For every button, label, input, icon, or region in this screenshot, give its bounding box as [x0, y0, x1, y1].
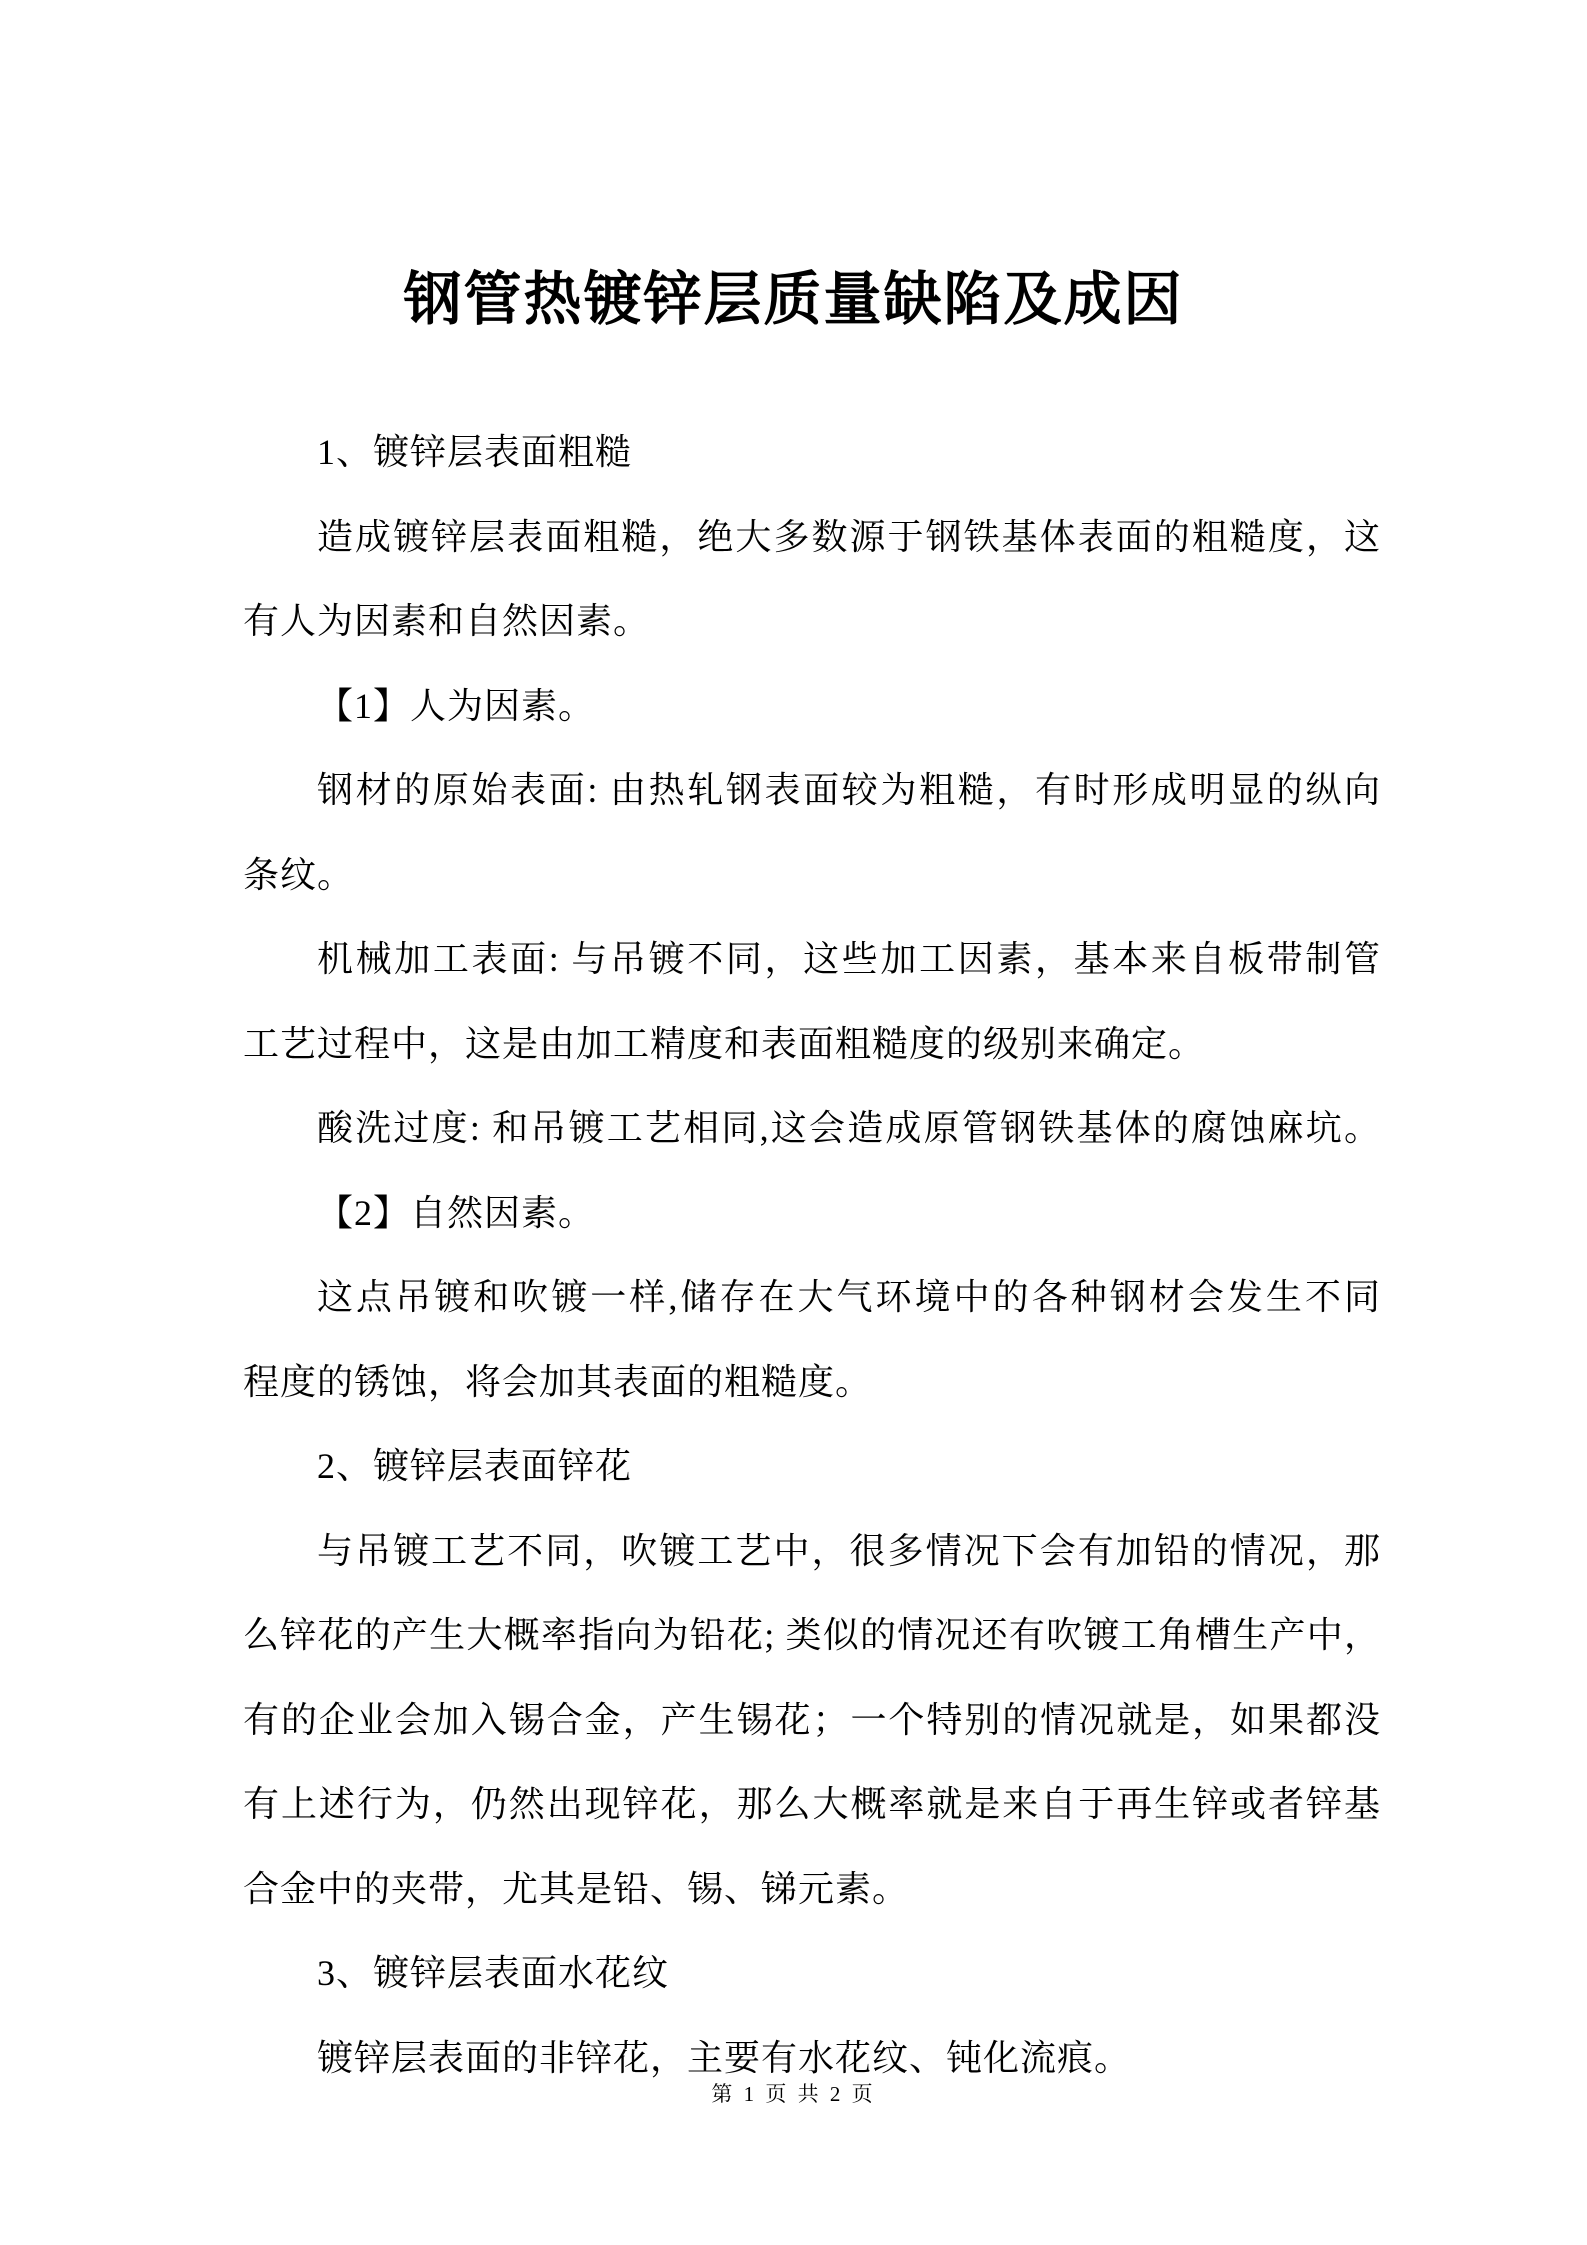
- body-line: 3、镀锌层表面水花纹: [317, 1953, 670, 1993]
- page-footer: 第 1 页 共 2 页: [711, 2082, 876, 2106]
- body-line: 酸洗过度: 和吊镀工艺相同,这会造成原管钢铁基体的腐蚀麻坑。: [317, 1108, 1381, 1148]
- body-line: 机械加工表面: 与吊镀不同，这些加工因素，基本来自板带制管: [317, 939, 1381, 979]
- body-line: 造成镀锌层表面粗糙，绝大多数源于钢铁基体表面的粗糙度，这: [317, 516, 1381, 557]
- body-line: 钢材的原始表面: 由热轧钢表面较为粗糙，有时形成明显的纵向: [317, 770, 1381, 810]
- page-title: 钢管热镀锌层质量缺陷及成因: [403, 267, 1184, 332]
- document-body: [243, 410, 1381, 2100]
- body-line: 【1】人为因素。: [317, 685, 596, 726]
- body-line: 工艺过程中，这是由加工精度和表面粗糙度的级别来确定。: [243, 1023, 1206, 1064]
- body-line: 条纹。: [243, 854, 355, 895]
- body-line: 程度的锈蚀，将会加其表面的粗糙度。: [243, 1361, 873, 1402]
- body-line: 2、镀锌层表面锌花: [317, 1446, 633, 1486]
- body-line: 与吊镀工艺不同，吹镀工艺中，很多情况下会有加铅的情况，那: [317, 1530, 1381, 1571]
- body-line: 有的企业会加入锡合金，产生锡花；一个特别的情况就是，如果都没: [243, 1699, 1381, 1740]
- body-line: 合金中的夹带，尤其是铅、锡、锑元素。: [243, 1868, 910, 1909]
- body-line: 镀锌层表面的非锌花，主要有水花纹、钝化流痕。: [317, 2037, 1132, 2078]
- body-line: 么锌花的产生大概率指向为铅花; 类似的情况还有吹镀工角槽生产中，: [243, 1615, 1381, 1655]
- body-line: 有人为因素和自然因素。: [243, 601, 651, 641]
- body-line: 有上述行为，仍然出现锌花，那么大概率就是来自于再生锌或者锌基: [243, 1784, 1381, 1824]
- body-line: 1、镀锌层表面粗糙: [317, 432, 633, 472]
- body-line: 这点吊镀和吹镀一样,储存在大气环境中的各种钢材会发生不同: [317, 1277, 1381, 1317]
- body-line: 【2】自然因素。: [317, 1192, 596, 1233]
